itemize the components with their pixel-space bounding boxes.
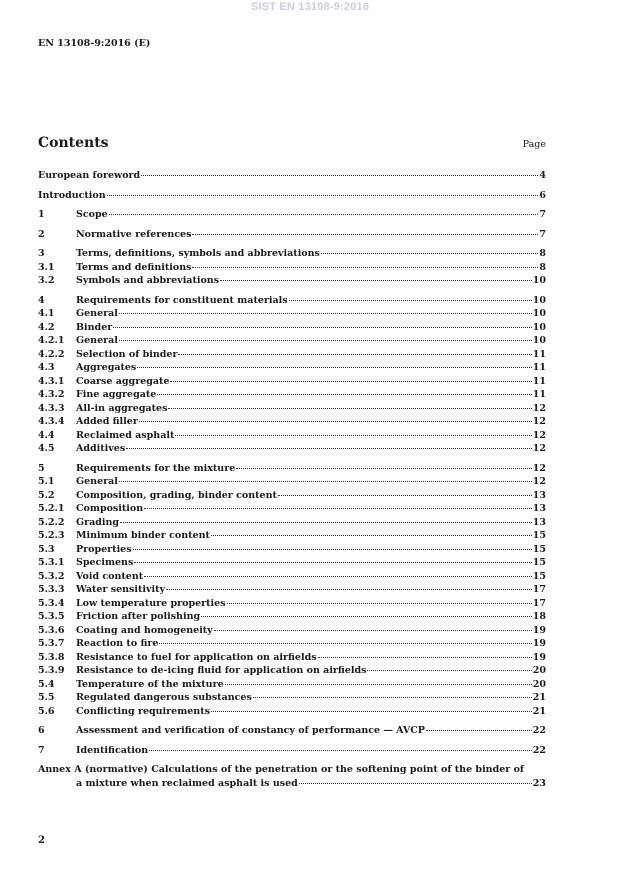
toc-entry-page: 11 bbox=[532, 389, 546, 400]
toc-entry-title: Symbols and abbreviations bbox=[76, 275, 220, 286]
toc-entry[interactable] bbox=[38, 625, 546, 639]
toc-entry-number: 4.2.2 bbox=[38, 348, 65, 360]
toc-entry-number: 4.3.2 bbox=[38, 389, 65, 400]
toc-entry-number: 5.3.7 bbox=[38, 638, 65, 649]
dot-leader bbox=[133, 549, 532, 550]
toc-entry-title: Requirements for the mixture bbox=[76, 462, 236, 474]
dot-leader bbox=[367, 670, 531, 671]
dot-leader bbox=[225, 684, 532, 685]
toc-entry-title: Normative references bbox=[76, 228, 192, 240]
toc-entry-page: 15 bbox=[532, 570, 546, 582]
toc-entry[interactable] bbox=[38, 335, 546, 349]
toc-entry-title: Composition, grading, binder content bbox=[76, 489, 277, 501]
toc-entry[interactable] bbox=[38, 544, 546, 558]
toc-entry-title: Water sensitivity bbox=[76, 584, 166, 595]
toc-entry-title: All-in aggregates bbox=[76, 402, 168, 414]
toc-entry-page: 12 bbox=[532, 429, 546, 441]
toc-entry[interactable] bbox=[38, 416, 546, 430]
toc-entry-page: 19 bbox=[532, 624, 546, 636]
toc-entry-page: 4 bbox=[539, 170, 546, 181]
toc-entry[interactable] bbox=[38, 295, 546, 309]
page-number: 2 bbox=[38, 835, 45, 846]
toc-entry[interactable] bbox=[38, 170, 546, 184]
toc-entry-title: Low temperature properties bbox=[76, 597, 226, 609]
toc-entry-number: 5.3.8 bbox=[38, 651, 65, 663]
toc-entry[interactable] bbox=[38, 248, 546, 262]
dot-leader bbox=[119, 340, 532, 341]
toc-entry[interactable] bbox=[38, 692, 546, 706]
toc-entry-page: 10 bbox=[532, 321, 546, 333]
toc-entry-page: 20 bbox=[532, 678, 546, 690]
dot-leader bbox=[168, 408, 531, 409]
toc-entry-number: 5.3 bbox=[38, 543, 55, 555]
dot-leader bbox=[141, 175, 538, 176]
toc-entry-number: 5.2.2 bbox=[38, 516, 65, 528]
toc-entry[interactable] bbox=[38, 490, 546, 504]
toc-entry-page: 18 bbox=[532, 611, 546, 622]
toc-entry-number: 5.2.3 bbox=[38, 530, 65, 541]
toc-entry-title: Binder bbox=[76, 321, 113, 333]
toc-entry[interactable] bbox=[38, 430, 546, 444]
toc-entry-title: Scope bbox=[76, 209, 108, 220]
toc-entry-title: Selection of binder bbox=[76, 348, 178, 360]
toc-entry-title: Specimens bbox=[76, 557, 134, 568]
toc-entry-number: 5.3.3 bbox=[38, 584, 65, 595]
toc-entry-number: 4.3.4 bbox=[38, 416, 65, 427]
toc-entry-page: 8 bbox=[539, 248, 546, 259]
toc-entry-page: 21 bbox=[532, 692, 546, 703]
toc-entry-number: 4.1 bbox=[38, 308, 55, 319]
toc-entry-number: 4.3 bbox=[38, 362, 55, 373]
toc-entry-title: General bbox=[76, 308, 118, 319]
toc-entry-title: General bbox=[76, 335, 118, 346]
toc-entry-title: Fine aggregate bbox=[76, 389, 157, 400]
toc-entry-title: Minimum binder content bbox=[76, 530, 210, 541]
dot-leader bbox=[211, 711, 532, 712]
toc-entry-page: 10 bbox=[532, 308, 546, 319]
toc-entry-title: Friction after polishing bbox=[76, 611, 201, 622]
dot-leader bbox=[253, 697, 532, 698]
dot-leader bbox=[321, 253, 538, 254]
toc-entry[interactable] bbox=[38, 322, 546, 336]
toc-entry[interactable] bbox=[38, 517, 546, 531]
toc-entry-number: 4 bbox=[38, 294, 45, 306]
toc-entry-number: 5.1 bbox=[38, 476, 55, 487]
toc-entry-annex-a[interactable] bbox=[38, 764, 546, 778]
toc-entry-page: 7 bbox=[539, 209, 546, 220]
toc-entry-page: 12 bbox=[532, 402, 546, 414]
toc-entry-title: Assessment and verification of constancy of performance — AVCP bbox=[76, 725, 425, 736]
toc-entry-number: 5.4 bbox=[38, 678, 55, 690]
toc-entry-title: Added filler bbox=[76, 416, 138, 427]
toc-entry[interactable] bbox=[38, 503, 546, 517]
dot-leader bbox=[236, 468, 532, 469]
dot-leader bbox=[159, 643, 531, 644]
dot-leader bbox=[137, 367, 531, 368]
dot-leader bbox=[119, 313, 532, 314]
toc-entry-number: 4.2 bbox=[38, 321, 55, 333]
toc-entry-page: 15 bbox=[532, 530, 546, 541]
toc-entry-page: 13 bbox=[532, 516, 546, 528]
toc-entry-title: General bbox=[76, 476, 118, 487]
dot-leader bbox=[175, 435, 531, 436]
toc-entry-number: 4.5 bbox=[38, 443, 55, 454]
dot-leader bbox=[139, 421, 532, 422]
toc-entry-page: 19 bbox=[532, 651, 546, 663]
dot-leader bbox=[220, 280, 532, 281]
dot-leader bbox=[126, 448, 532, 449]
toc-entry-number: 5.2.1 bbox=[38, 503, 65, 514]
toc-entry-number: 5.3.1 bbox=[38, 557, 65, 568]
toc-entry-number: 6 bbox=[38, 725, 45, 736]
toc-entry-title: Resistance to de-icing fluid for application on airfields bbox=[76, 665, 367, 676]
toc-entry-number: 2 bbox=[38, 228, 45, 240]
toc-entry-number: 5.2 bbox=[38, 489, 55, 501]
toc-entry[interactable] bbox=[38, 584, 546, 598]
toc-entry-page: 20 bbox=[532, 665, 546, 676]
toc-entry-title: Requirements for constituent materials bbox=[76, 294, 288, 306]
toc-entry-page: 10 bbox=[532, 275, 546, 286]
dot-leader bbox=[178, 354, 531, 355]
toc-entry[interactable] bbox=[38, 262, 546, 276]
dot-leader bbox=[201, 616, 532, 617]
toc-entry-number: 5.3.5 bbox=[38, 611, 65, 622]
dot-leader bbox=[157, 394, 531, 395]
toc-entry-number: 7 bbox=[38, 744, 45, 756]
dot-leader bbox=[192, 234, 538, 235]
table-of-contents bbox=[38, 170, 546, 791]
dot-leader bbox=[120, 522, 532, 523]
toc-entry-title: Conflicting requirements bbox=[76, 705, 210, 717]
toc-entry-page: 15 bbox=[532, 543, 546, 555]
toc-entry[interactable] bbox=[38, 665, 546, 679]
watermark: SIST EN 13108-9:2016 bbox=[250, 1, 370, 13]
toc-entry-number: 5.3.6 bbox=[38, 624, 65, 636]
toc-entry[interactable] bbox=[38, 652, 546, 666]
contents-heading: Contents bbox=[38, 135, 109, 151]
toc-entry-title: Reaction to fire bbox=[76, 638, 159, 649]
toc-entry-page: 8 bbox=[539, 261, 546, 273]
dot-leader bbox=[214, 630, 532, 631]
toc-entry-page: 6 bbox=[539, 189, 546, 201]
toc-entry-title: Additives bbox=[76, 443, 126, 454]
toc-entry-number: 5 bbox=[38, 462, 45, 474]
toc-entry-title: Reclaimed asphalt bbox=[76, 429, 175, 441]
dot-leader bbox=[119, 481, 532, 482]
toc-entry-page: 10 bbox=[532, 294, 546, 306]
dot-leader bbox=[278, 495, 532, 496]
toc-entry-title: Composition bbox=[76, 503, 144, 514]
toc-entry-number: 4.3.3 bbox=[38, 402, 65, 414]
toc-entry-page: 19 bbox=[532, 638, 546, 649]
page-column-label: Page bbox=[522, 139, 546, 150]
toc-entry-page: 11 bbox=[532, 375, 546, 387]
dot-leader bbox=[192, 267, 538, 268]
dot-leader bbox=[318, 657, 532, 658]
toc-entry-title: Coating and homogeneity bbox=[76, 624, 213, 636]
dot-leader bbox=[113, 327, 532, 328]
toc-entry[interactable] bbox=[38, 530, 546, 544]
toc-entry[interactable] bbox=[38, 725, 546, 739]
toc-entry-number: 3.2 bbox=[38, 275, 55, 286]
toc-entry-title: Terms and definitions bbox=[76, 261, 192, 273]
toc-entry-number: 5.3.2 bbox=[38, 570, 65, 582]
toc-entry-page: 17 bbox=[532, 597, 546, 609]
dot-leader bbox=[149, 750, 532, 751]
toc-entry-annex-title-line2: a mixture when reclaimed asphalt is used bbox=[76, 777, 298, 789]
toc-entry-title: Grading bbox=[76, 516, 120, 528]
toc-entry-title: Aggregates bbox=[76, 362, 137, 373]
toc-entry-title: Introduction bbox=[38, 189, 106, 201]
toc-entry-title: Void content bbox=[76, 570, 144, 582]
dot-leader bbox=[144, 576, 532, 577]
toc-entry[interactable] bbox=[38, 349, 546, 363]
toc-entry-number: 4.3.1 bbox=[38, 375, 65, 387]
toc-entry-page: 11 bbox=[532, 348, 546, 360]
toc-entry-title: Regulated dangerous substances bbox=[76, 692, 252, 703]
toc-entry-page: 11 bbox=[532, 362, 546, 373]
dot-leader bbox=[299, 783, 532, 784]
toc-entry[interactable] bbox=[38, 229, 546, 243]
dot-leader bbox=[109, 214, 539, 215]
dot-leader bbox=[289, 300, 532, 301]
toc-entry-page: 22 bbox=[532, 744, 546, 756]
document-identifier: EN 13108-9:2016 (E) bbox=[38, 38, 151, 49]
dot-leader bbox=[211, 535, 532, 536]
toc-entry[interactable] bbox=[38, 638, 546, 652]
toc-entry-page: 12 bbox=[532, 462, 546, 474]
toc-entry-page: 13 bbox=[532, 489, 546, 501]
toc-entry-title: European foreword bbox=[38, 170, 141, 181]
dot-leader bbox=[107, 195, 539, 196]
toc-entry-number: 5.6 bbox=[38, 705, 55, 717]
toc-entry-number: 4.2.1 bbox=[38, 335, 65, 346]
dot-leader bbox=[166, 589, 532, 590]
toc-entry-annex-a-continued[interactable] bbox=[38, 778, 546, 792]
toc-entry[interactable] bbox=[38, 376, 546, 390]
toc-entry-number: 3.1 bbox=[38, 261, 55, 273]
toc-entry-title: Terms, definitions, symbols and abbreviations bbox=[76, 248, 320, 259]
toc-entry[interactable] bbox=[38, 389, 546, 403]
toc-entry-page: 13 bbox=[532, 503, 546, 514]
toc-entry[interactable] bbox=[38, 557, 546, 571]
toc-entry-number: 3 bbox=[38, 248, 45, 259]
toc-entry-title: Coarse aggregate bbox=[76, 375, 170, 387]
toc-entry-page: 12 bbox=[532, 416, 546, 427]
toc-entry-page: 15 bbox=[532, 557, 546, 568]
toc-entry-title: Properties bbox=[76, 543, 132, 555]
toc-entry-page: 12 bbox=[532, 443, 546, 454]
toc-entry-number: 5.3.4 bbox=[38, 597, 65, 609]
toc-entry-number: 5.3.9 bbox=[38, 665, 65, 676]
toc-entry[interactable] bbox=[38, 476, 546, 490]
toc-entry-page: 10 bbox=[532, 335, 546, 346]
dot-leader bbox=[170, 381, 531, 382]
toc-entry-page: 7 bbox=[539, 228, 546, 240]
toc-entry-title: Temperature of the mixture bbox=[76, 678, 224, 690]
toc-entry-title: Identification bbox=[76, 744, 149, 756]
toc-entry[interactable] bbox=[38, 275, 546, 289]
dot-leader bbox=[144, 508, 532, 509]
toc-entry[interactable] bbox=[38, 190, 546, 204]
dot-leader bbox=[426, 730, 532, 731]
toc-entry[interactable] bbox=[38, 706, 546, 720]
toc-entry[interactable] bbox=[38, 679, 546, 693]
toc-entry[interactable] bbox=[38, 463, 546, 477]
toc-entry-page: 12 bbox=[532, 476, 546, 487]
toc-entry[interactable] bbox=[38, 571, 546, 585]
toc-entry-annex-page: 23 bbox=[532, 777, 546, 789]
toc-entry[interactable] bbox=[38, 745, 546, 759]
toc-entry[interactable] bbox=[38, 362, 546, 376]
dot-leader bbox=[134, 562, 531, 563]
toc-entry-number: 1 bbox=[38, 209, 45, 220]
toc-entry-page: 21 bbox=[532, 705, 546, 717]
toc-entry-page: 22 bbox=[532, 725, 546, 736]
toc-entry[interactable] bbox=[38, 403, 546, 417]
toc-entry[interactable] bbox=[38, 611, 546, 625]
toc-entry[interactable] bbox=[38, 209, 546, 223]
toc-entry[interactable] bbox=[38, 598, 546, 612]
toc-entry-title: Resistance to fuel for application on airfields bbox=[76, 651, 317, 663]
toc-entry-annex-title-line1: Annex A (normative) Calculations of the penetration or the softening point of the binder of bbox=[38, 764, 525, 775]
toc-entry-number: 5.5 bbox=[38, 692, 55, 703]
toc-entry-number: 4.4 bbox=[38, 429, 55, 441]
dot-leader bbox=[227, 603, 532, 604]
toc-entry-page: 17 bbox=[532, 584, 546, 595]
toc-entry[interactable] bbox=[38, 443, 546, 457]
toc-entry[interactable] bbox=[38, 308, 546, 322]
